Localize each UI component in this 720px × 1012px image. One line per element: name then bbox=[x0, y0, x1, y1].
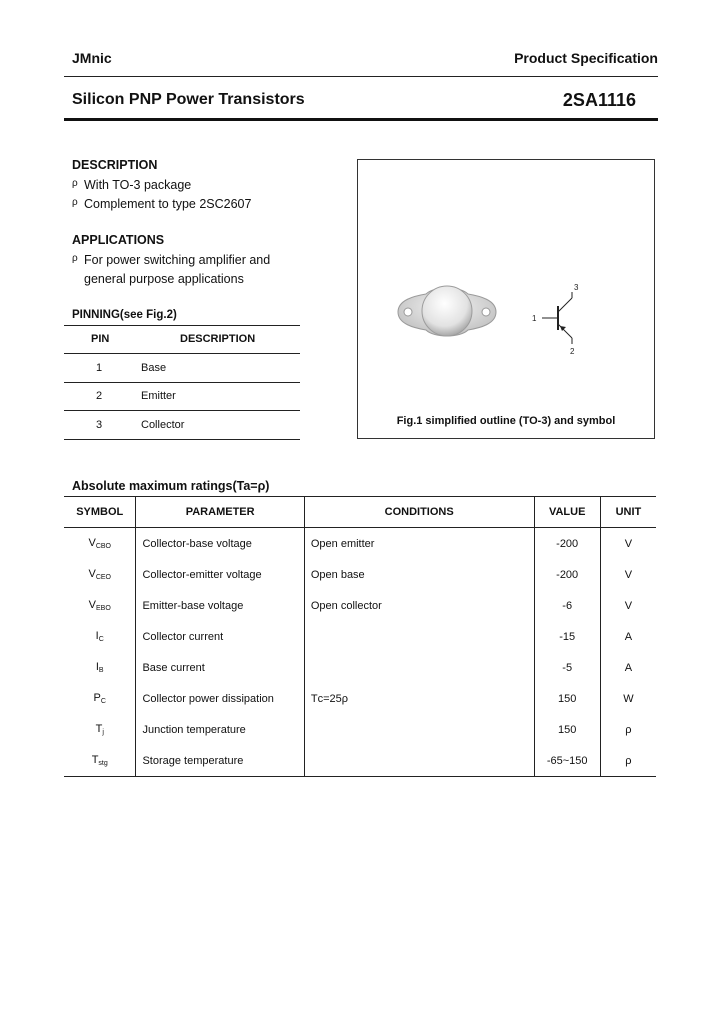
unit-cell: ρ bbox=[600, 745, 656, 777]
unit-cell: V bbox=[600, 559, 656, 590]
description-item bbox=[72, 195, 251, 214]
table-row bbox=[64, 745, 656, 777]
value-cell: 150 bbox=[534, 683, 600, 714]
value-cell: -15 bbox=[534, 621, 600, 652]
to3-package-image bbox=[394, 278, 500, 346]
value-cell: -200 bbox=[534, 559, 600, 590]
ratings-header-row bbox=[64, 497, 656, 528]
applications-heading: APPLICATIONS bbox=[72, 233, 165, 247]
unit-cell: V bbox=[600, 590, 656, 621]
parameter-column-header: PARAMETER bbox=[136, 497, 304, 528]
bullet-mark: ρ bbox=[72, 197, 78, 208]
parameter-cell: Collector power dissipation bbox=[136, 683, 304, 714]
conditions-cell bbox=[304, 652, 534, 683]
company-name: JMnic bbox=[72, 50, 112, 66]
conditions-cell: Open base bbox=[304, 559, 534, 590]
pinning-header-rule bbox=[64, 353, 300, 354]
parameter-cell: Collector-emitter voltage bbox=[136, 559, 304, 590]
applications-item bbox=[72, 270, 244, 289]
value-cell: -65~150 bbox=[534, 745, 600, 777]
applications-text: general purpose applications bbox=[84, 272, 244, 286]
value-cell: -5 bbox=[534, 652, 600, 683]
symbol-column-header: SYMBOL bbox=[64, 497, 136, 528]
pnp-transistor-symbol bbox=[528, 280, 588, 360]
value-cell: -200 bbox=[534, 528, 600, 560]
symbol-pin-3-label: 3 bbox=[574, 283, 579, 292]
figure-caption: Fig.1 simplified outline (TO-3) and symbol bbox=[396, 415, 616, 427]
symbol-pin-2-label: 2 bbox=[570, 347, 575, 356]
description-text: Complement to type 2SC2607 bbox=[84, 197, 252, 211]
symbol-cell: Tstg bbox=[64, 745, 136, 777]
symbol-cell: VCEO bbox=[88, 568, 111, 581]
parameter-cell: Storage temperature bbox=[136, 745, 304, 777]
value-cell: -6 bbox=[534, 590, 600, 621]
conditions-cell bbox=[304, 745, 534, 777]
title-divider bbox=[64, 118, 658, 121]
bullet-spacer bbox=[72, 270, 84, 272]
bullet-mark: ρ bbox=[72, 178, 78, 189]
pin-number: 1 bbox=[96, 362, 103, 374]
conditions-cell: Open emitter bbox=[304, 528, 534, 560]
applications-item bbox=[72, 251, 270, 270]
symbol-cell: PC bbox=[93, 692, 106, 705]
parameter-cell: Collector current bbox=[136, 621, 304, 652]
unit-cell: V bbox=[600, 528, 656, 560]
table-row bbox=[64, 590, 656, 621]
table-row bbox=[64, 528, 656, 560]
parameter-cell: Emitter-base voltage bbox=[136, 590, 304, 621]
unit-cell: A bbox=[600, 621, 656, 652]
conditions-cell: Tᴄ=25ρ bbox=[304, 683, 534, 714]
pin-number: 3 bbox=[96, 419, 103, 431]
parameter-cell: Base current bbox=[136, 652, 304, 683]
figure-box bbox=[357, 159, 655, 439]
symbol-cell: IC bbox=[95, 630, 104, 643]
symbol-cell: Tj bbox=[95, 723, 104, 736]
header-divider bbox=[64, 76, 658, 77]
pinning-row-rule bbox=[64, 410, 300, 411]
product-specification-label: Product Specification bbox=[514, 50, 658, 66]
description-text: With TO-3 package bbox=[84, 178, 192, 192]
pin-column-header: PIN bbox=[91, 333, 110, 345]
conditions-cell bbox=[304, 621, 534, 652]
unit-cell: W bbox=[600, 683, 656, 714]
table-row bbox=[64, 714, 656, 745]
pin-number: 2 bbox=[96, 390, 103, 402]
parameter-cell: Collector-base voltage bbox=[136, 528, 304, 560]
ratings-table bbox=[64, 496, 656, 777]
table-row bbox=[64, 559, 656, 590]
value-column-header: VALUE bbox=[534, 497, 600, 528]
conditions-column-header: CONDITIONS bbox=[304, 497, 534, 528]
pinning-bottom-rule bbox=[64, 439, 300, 440]
pinning-top-rule bbox=[64, 325, 300, 326]
unit-cell: ρ bbox=[600, 714, 656, 745]
symbol-pin-1-label: 1 bbox=[532, 314, 537, 323]
symbol-cell: IB bbox=[95, 661, 104, 674]
pin-description: Base bbox=[141, 362, 167, 374]
conditions-cell bbox=[304, 714, 534, 745]
value-cell: 150 bbox=[534, 714, 600, 745]
conditions-cell: Open collector bbox=[304, 590, 534, 621]
ratings-heading: Absolute maximum ratings(Ta=ρ) bbox=[72, 479, 270, 493]
pinning-heading: PINNING(see Fig.2) bbox=[72, 309, 177, 321]
table-row bbox=[64, 652, 656, 683]
unit-cell: A bbox=[600, 652, 656, 683]
applications-text: For power switching amplifier and bbox=[84, 253, 271, 267]
parameter-cell: Junction temperature bbox=[136, 714, 304, 745]
part-number: 2SA1116 bbox=[562, 90, 636, 110]
pin-description: Emitter bbox=[141, 390, 176, 402]
description-heading: DESCRIPTION bbox=[72, 158, 158, 172]
pinning-row-rule bbox=[64, 382, 300, 383]
bullet-mark: ρ bbox=[72, 253, 78, 264]
description-item bbox=[72, 176, 191, 195]
pin-description: Collector bbox=[141, 419, 185, 431]
table-row bbox=[64, 621, 656, 652]
symbol-cell: VCBO bbox=[88, 537, 111, 550]
document-title: Silicon PNP Power Transistors bbox=[72, 91, 305, 108]
symbol-cell: VEBO bbox=[88, 599, 111, 612]
table-row bbox=[64, 683, 656, 714]
pin-description-column-header: DESCRIPTION bbox=[180, 333, 256, 345]
unit-column-header: UNIT bbox=[600, 497, 656, 528]
